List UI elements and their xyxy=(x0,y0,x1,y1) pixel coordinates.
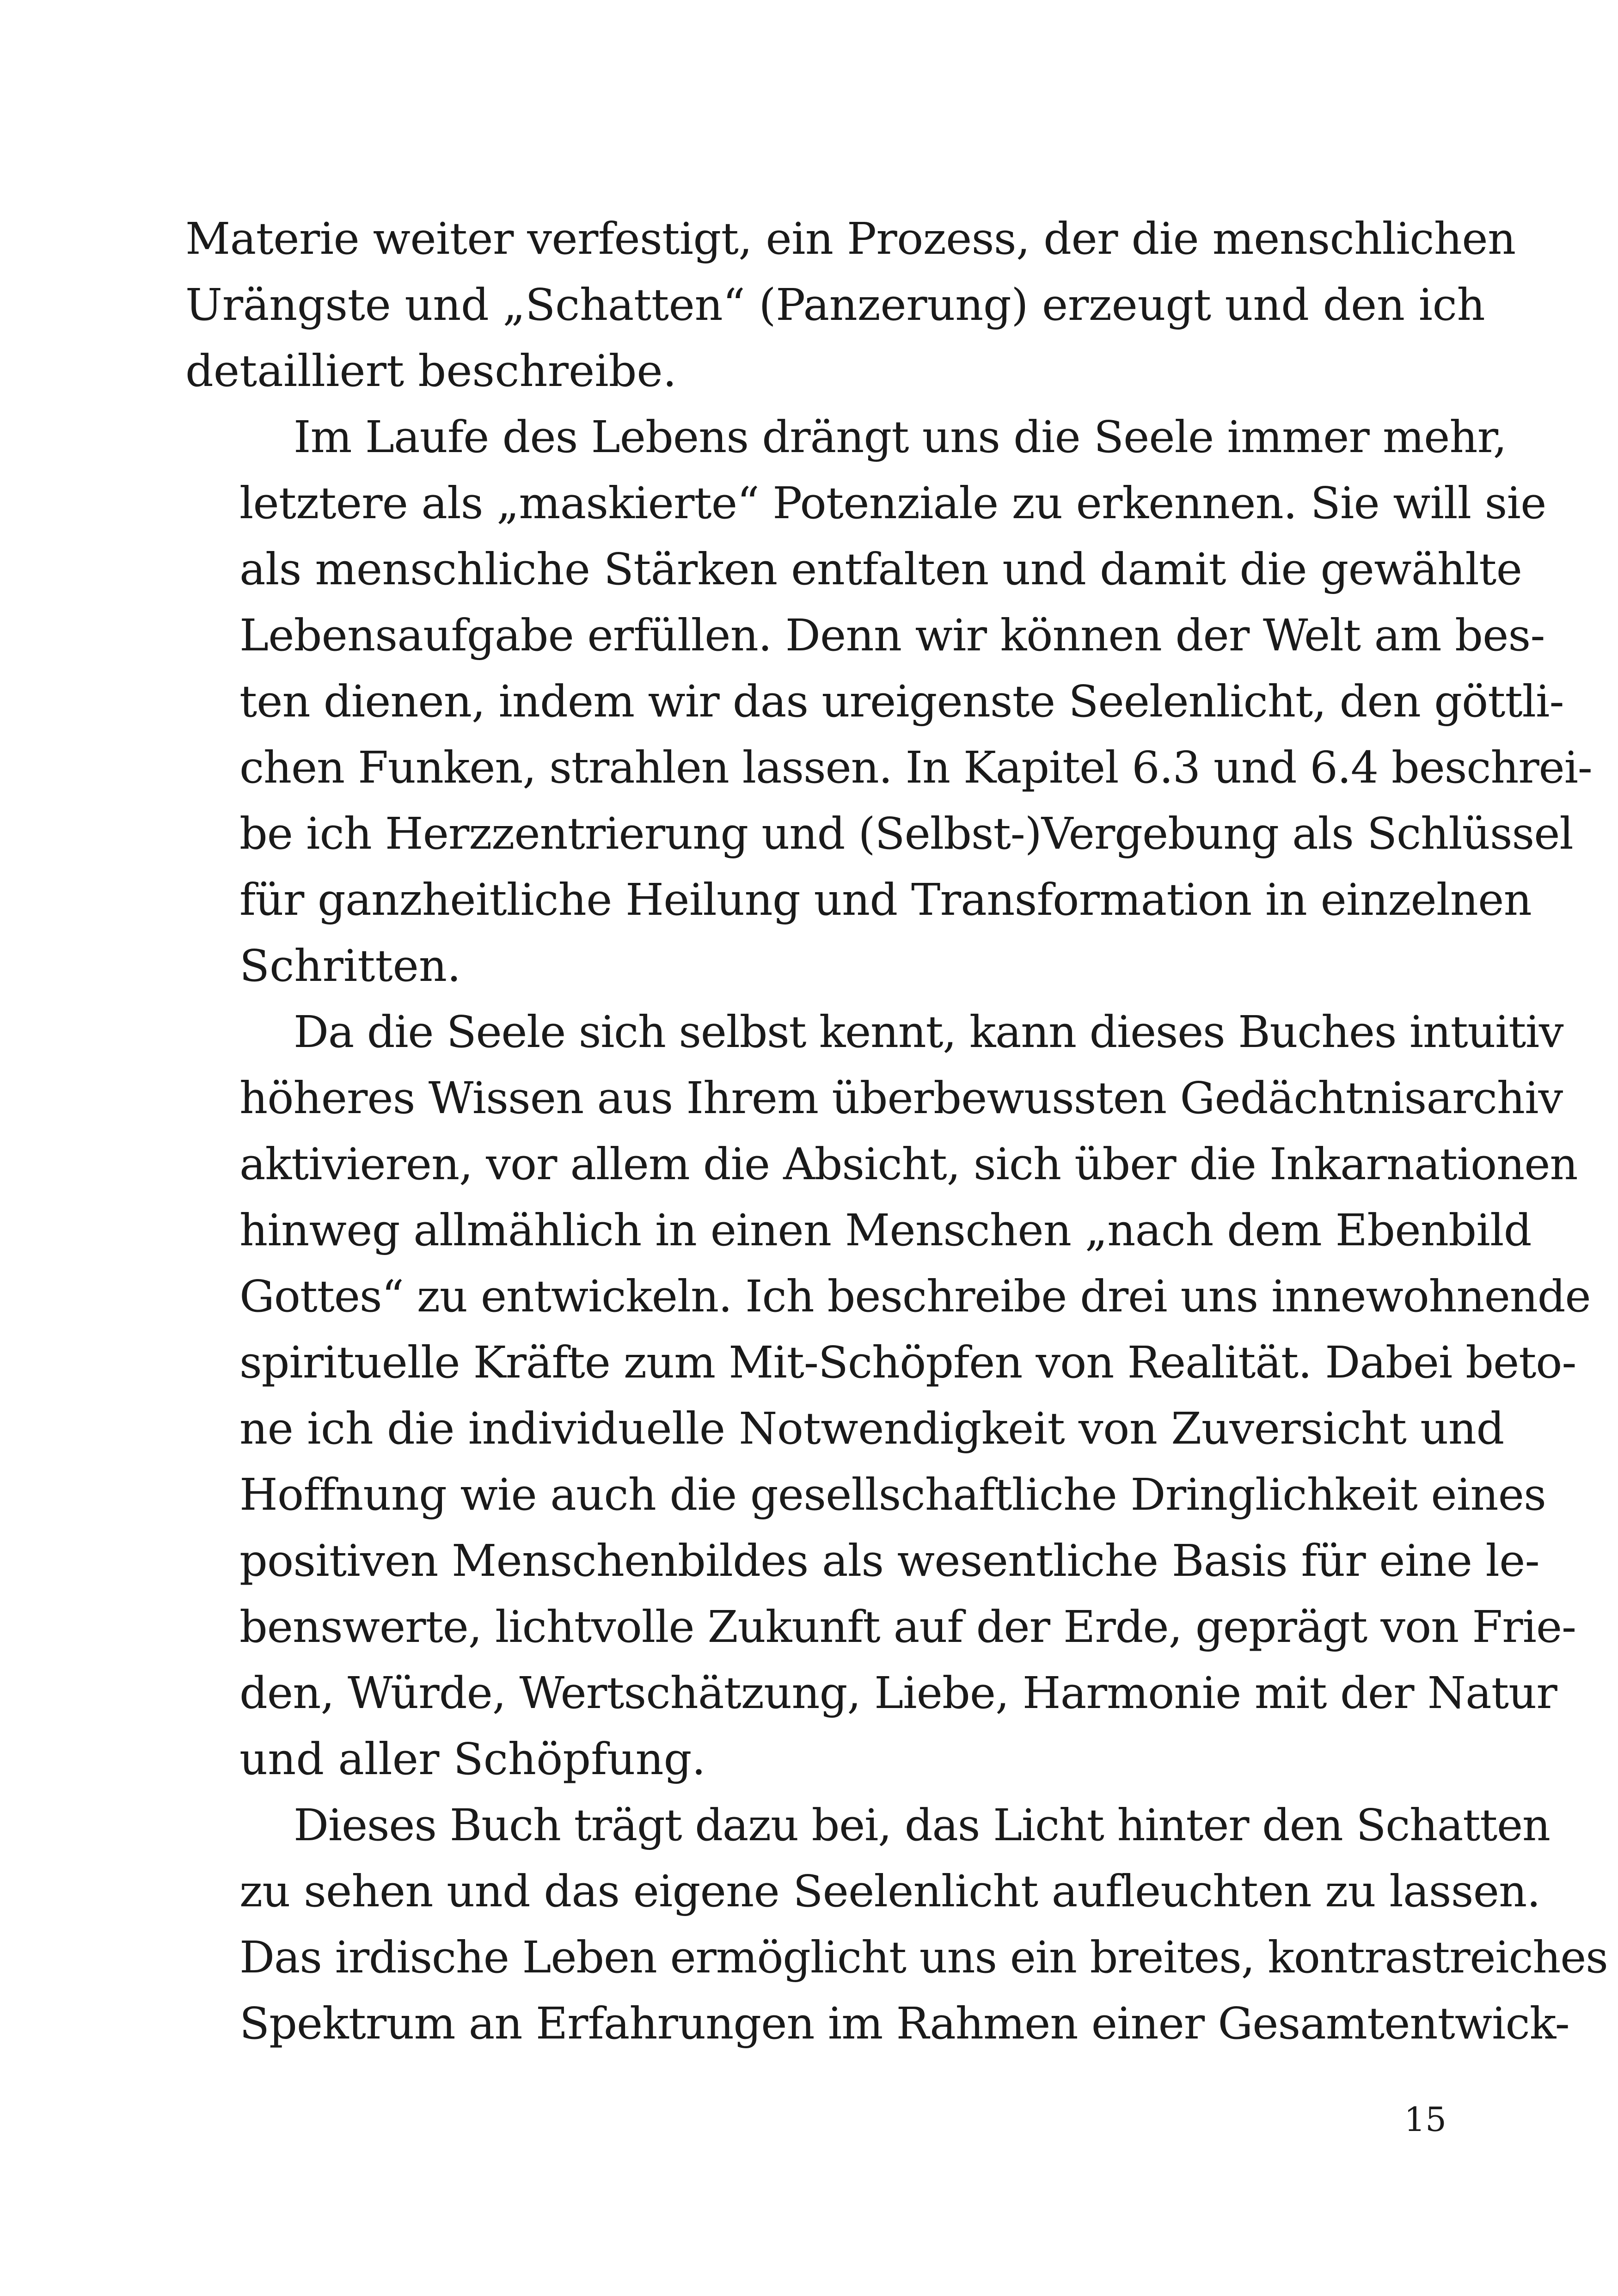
text-line: Lebensaufgabe erfüllen. Denn wir können der Welt am bes- xyxy=(239,610,1545,661)
text-line: Urängste und „Schatten“ (Panzerung) erzeugt und den ich xyxy=(185,280,1485,331)
paragraph-2 xyxy=(185,404,1592,999)
text-line: Hoffnung wie auch die gesellschaftliche Dringlichkeit eines xyxy=(239,1469,1546,1520)
text-line: positiven Menschenbildes als wesentliche Basis für eine le- xyxy=(239,1536,1539,1586)
text-line: be ich Herzzentrierung und (Selbst-)Vergebung als Schlüssel xyxy=(239,808,1573,859)
text-line: als menschliche Stärken entfalten und damit die gewählte xyxy=(239,544,1522,595)
paragraph-1 xyxy=(185,206,1516,404)
text-line: Materie weiter verfestigt, ein Prozess, der die menschlichen xyxy=(185,214,1516,264)
text-line: Dieses Buch trägt dazu bei, das Licht hinter den Schatten xyxy=(294,1800,1550,1851)
text-line: Im Laufe des Lebens drängt uns die Seele immer mehr, xyxy=(294,412,1507,463)
text-line: letztere als „maskierte“ Potenziale zu erkennen. Sie will sie xyxy=(239,478,1546,529)
text-line: benswerte, lichtvolle Zukunft auf der Erde, geprägt von Frie- xyxy=(239,1602,1576,1653)
text-line: Schritten. xyxy=(239,941,461,992)
text-line: chen Funken, strahlen lassen. In Kapitel 6.3 und 6.4 beschrei- xyxy=(239,742,1592,793)
text-line: für ganzheitliche Heilung und Transformation in einzelnen xyxy=(239,875,1532,925)
paragraph-4 xyxy=(185,1793,1608,2057)
paragraph-3 xyxy=(185,999,1591,1793)
text-line: ne ich die individuelle Notwendigkeit von Zuversicht und xyxy=(239,1403,1504,1454)
text-line: Das irdische Leben ermöglicht uns ein breites, kontrastreiches xyxy=(239,1932,1608,1983)
page-number: 15 xyxy=(1404,2100,1446,2139)
body-text xyxy=(185,206,1608,2057)
text-line: Da die Seele sich selbst kennt, kann dieses Buches intuitiv xyxy=(294,1007,1563,1058)
text-line: zu sehen und das eigene Seelenlicht aufleuchten zu lassen. xyxy=(239,1866,1540,1917)
text-line: Spektrum an Erfahrungen im Rahmen einer Gesamtentwick- xyxy=(239,1998,1569,2049)
text-line: aktivieren, vor allem die Absicht, sich über die Inkarnationen xyxy=(239,1139,1578,1190)
text-line: hinweg allmählich in einen Menschen „nach dem Ebenbild xyxy=(239,1205,1532,1256)
text-line: spirituelle Kräfte zum Mit-Schöpfen von Realität. Dabei beto- xyxy=(239,1337,1576,1388)
text-line: höheres Wissen aus Ihrem überbewussten Gedächtnisarchiv xyxy=(239,1073,1563,1124)
text-line: ten dienen, indem wir das ureigenste Seelenlicht, den göttli- xyxy=(239,676,1564,727)
text-line: detailliert beschreibe. xyxy=(185,346,677,397)
text-line: und aller Schöpfung. xyxy=(239,1734,706,1785)
text-line: den, Würde, Wertschätzung, Liebe, Harmonie mit der Natur xyxy=(239,1668,1557,1719)
text-line: Gottes“ zu entwickeln. Ich beschreibe drei uns innewohnende xyxy=(239,1271,1591,1322)
